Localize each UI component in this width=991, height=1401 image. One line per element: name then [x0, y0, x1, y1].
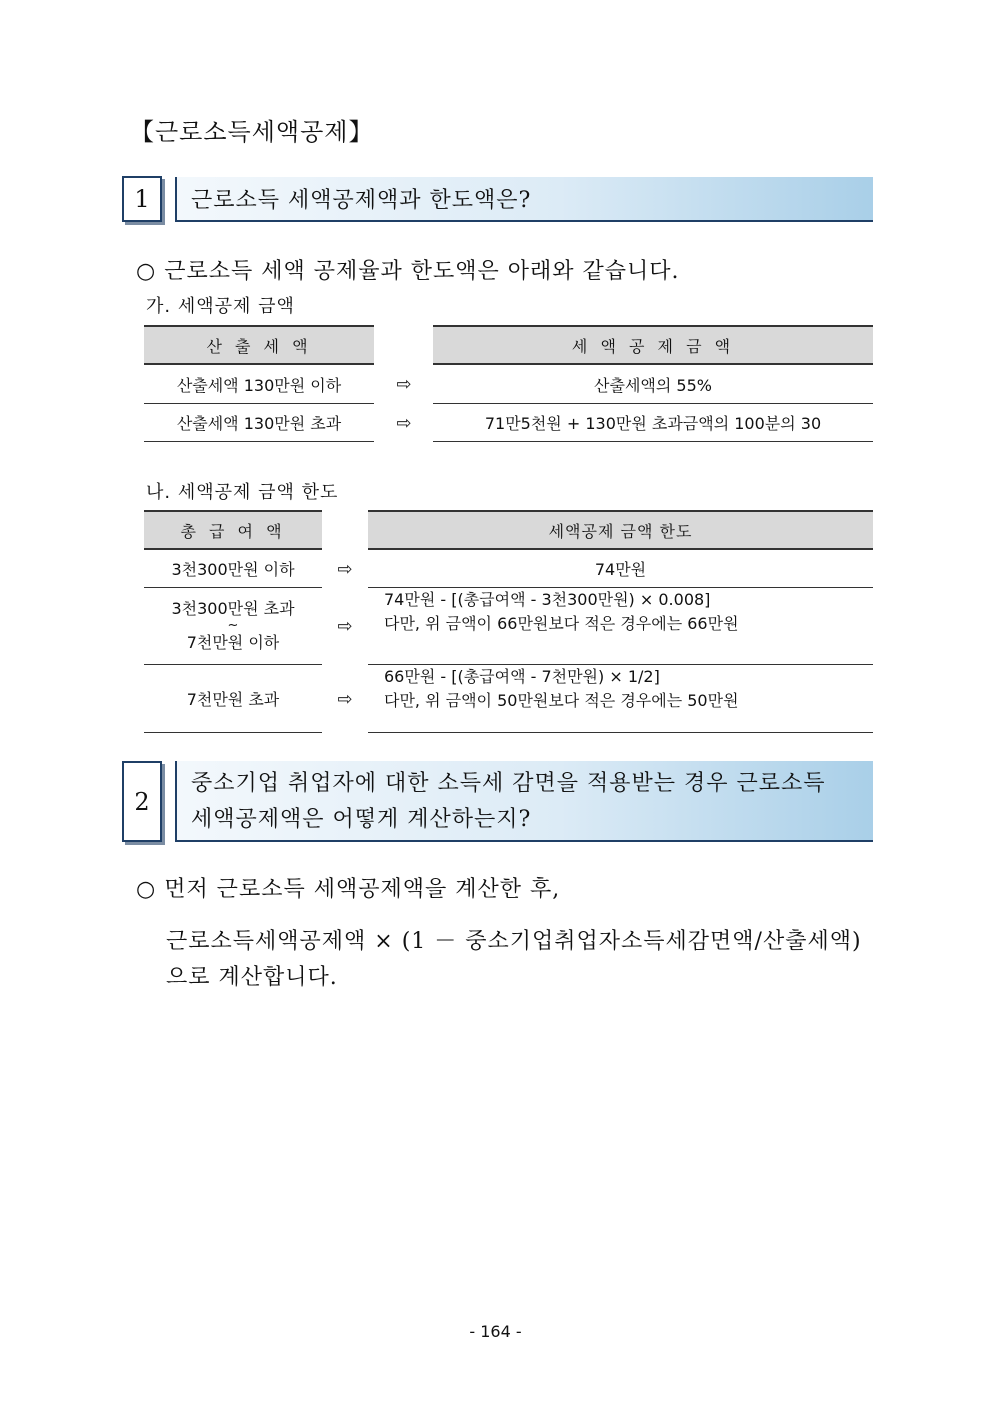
q1-bullet: ○ 근로소득 세액 공제율과 한도액은 아래와 같습니다. — [136, 259, 680, 284]
sub-b-label: 나. 세액공제 금액 한도 — [146, 482, 339, 503]
table-b-row-2-left — [144, 588, 322, 665]
row-2-left-line-1: 3천300만원 초과 — [171, 599, 295, 618]
table-a-row-1-left: 산출세액 130만원 이하 — [144, 365, 374, 404]
row-2-right-line-1: 74만원 - [(총급여액 - 3천300만원) × 0.008] — [384, 590, 711, 609]
q2-bullet: ○ 먼저 근로소득 세액공제액을 계산한 후, — [136, 877, 561, 902]
row-2-left-tilde: ~ — [227, 618, 239, 633]
question-1-text: 근로소득 세액공제액과 한도액은? — [191, 188, 532, 213]
arrow-icon: ⇨ — [337, 616, 353, 637]
table-b-row-1-right: 74만원 — [368, 550, 873, 588]
table-a-header-right: 세 액 공 제 금 액 — [433, 325, 873, 365]
table-a-row-1-right: 산출세액의 55% — [433, 365, 873, 404]
table-b-row-1-left: 3천300만원 이하 — [144, 550, 322, 588]
page-title: 【근로소득세액공제】 — [130, 118, 374, 146]
question-2-header — [175, 761, 873, 842]
arrow-icon: ⇨ — [337, 558, 353, 580]
formula-line-1: 근로소득세액공제액 × (1 － 중소기업취업자소득세감면액/산출세액) — [166, 929, 862, 954]
row-2-right-line-2: 다만, 위 금액이 66만원보다 적은 경우에는 66만원 — [384, 614, 739, 633]
table-a-header-left: 산 출 세 액 — [144, 325, 374, 365]
formula-text — [166, 924, 862, 996]
question-1-number: 1 — [122, 176, 162, 222]
question-2-number: 2 — [122, 761, 162, 842]
sub-a-label: 가. 세액공제 금액 — [146, 296, 295, 317]
page-number: - 164 - — [469, 1322, 522, 1341]
table-b-row-2-right — [368, 588, 873, 665]
table-b-row-3-right — [368, 665, 873, 733]
table-a-row-2-left: 산출세액 130만원 초과 — [144, 404, 374, 442]
arrow-icon: ⇨ — [396, 374, 412, 395]
table-b-row-3-left: 7천만원 초과 — [144, 665, 322, 733]
row-3-right-line-1: 66만원 - [(총급여액 - 7천만원) × 1/2] — [384, 667, 660, 686]
arrow-icon: ⇨ — [396, 412, 412, 434]
question-2-text-line-1: 중소기업 취업자에 대한 소득세 감면을 적용받는 경우 근로소득 — [191, 771, 826, 796]
formula-line-2: 으로 계산합니다. — [166, 965, 338, 990]
question-1-header — [175, 177, 873, 222]
arrow-icon: ⇨ — [337, 688, 353, 710]
row-3-right-line-2: 다만, 위 금액이 50만원보다 적은 경우에는 50만원 — [384, 691, 739, 710]
table-b-header-left: 총 급 여 액 — [144, 510, 322, 550]
table-a-row-2-right: 71만5천원 + 130만원 초과금액의 100분의 30 — [433, 404, 873, 442]
row-2-left-line-2: 7천만원 이하 — [186, 633, 280, 652]
table-b-header-right: 세액공제 금액 한도 — [368, 510, 873, 550]
question-2-text-line-2: 세액공제액은 어떻게 계산하는지? — [191, 807, 532, 832]
